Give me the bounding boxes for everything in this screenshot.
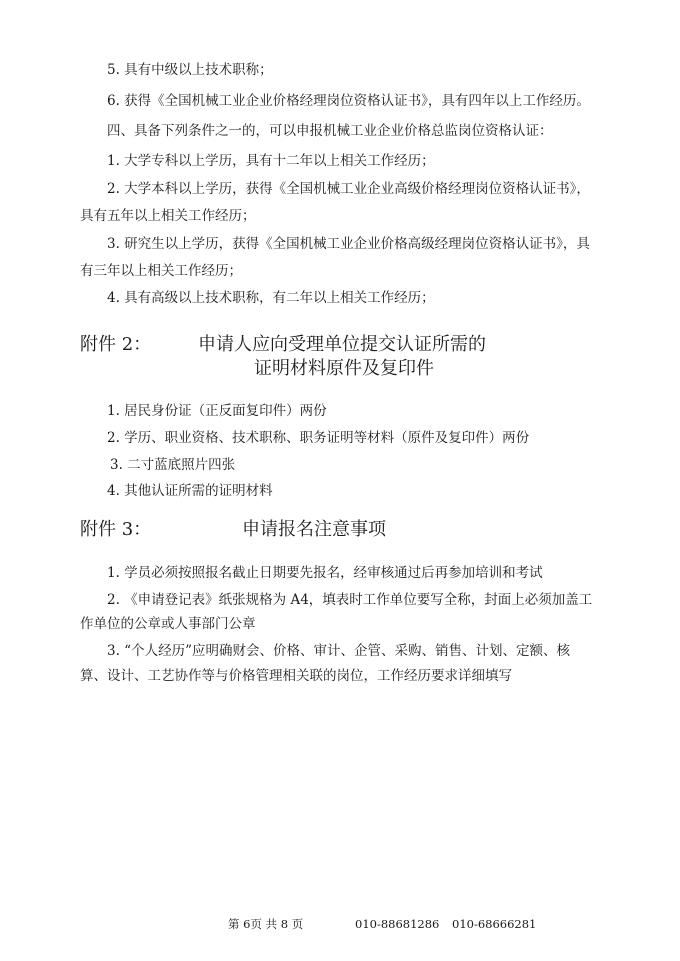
page-number: 第 6页 共 8 页 — [228, 917, 304, 931]
condition-line: 6. 获得《全国机械工业企业价格经理岗位资格认证书》，具有四年以上工作经历。 — [107, 93, 590, 109]
condition-line: 1. 大学专科以上学历，具有十二年以上相关工作经历； — [107, 153, 435, 169]
attachment3-title: 申请报名注意事项 — [242, 519, 386, 540]
attachment2-item: 4. 其他认证所需的证明材料 — [107, 483, 273, 499]
attachment2-title-line2: 证明材料原件及复印件 — [254, 358, 434, 379]
notice-line-continuation: 作单位的公章或人事部门公章 — [80, 616, 256, 632]
attachment2-label: 附件 2： — [80, 334, 152, 355]
footer-phone-1: 010-88681286 — [355, 917, 440, 931]
notice-line: 3. “个人经历”应明确财会、价格、审计、企管、采购、销售、计划、定额、核 — [107, 643, 570, 659]
footer-phone-2: 010-68666281 — [452, 917, 537, 931]
condition-line-continuation: 有三年以上相关工作经历； — [80, 263, 242, 279]
attachment2-title-line1: 申请人应向受理单位提交认证所需的 — [198, 334, 486, 355]
section-heading-line: 四、具备下列条件之一的，可以申报机械工业企业价格总监岗位资格认证： — [107, 123, 553, 139]
attachment2-item: 3. 二寸蓝底照片四张 — [110, 457, 236, 473]
notice-line-continuation: 算、设计、工艺协作等与价格管理相关联的岗位，工作经历要求详细填写 — [80, 668, 512, 684]
condition-line: 4. 具有高级以上技术职称，有二年以上相关工作经历； — [107, 290, 435, 306]
attachment2-item: 1. 居民身份证（正反面复印件）两份 — [107, 403, 327, 419]
condition-line-continuation: 具有五年以上相关工作经历； — [80, 208, 256, 224]
condition-line: 2. 大学本科以上学历，获得《全国机械工业企业高级价格经理岗位资格认证书》， — [107, 181, 590, 197]
notice-line: 2. 《申请登记表》纸张规格为 A4，填表时工作单位要写全称，封面上必须加盖工 — [107, 592, 593, 608]
attachment2-item: 2. 学历、职业资格、技术职称、职务证明等材料（原件及复印件）两份 — [107, 430, 530, 446]
condition-line: 5. 具有中级以上技术职称； — [107, 62, 273, 78]
notice-line: 1. 学员必须按照报名截止日期要先报名，经审核通过后再参加培训和考试 — [107, 565, 543, 581]
condition-line: 3. 研究生以上学历，获得《全国机械工业企业价格高级经理岗位资格认证书》，具 — [107, 236, 590, 252]
attachment3-label: 附件 3： — [80, 519, 152, 540]
